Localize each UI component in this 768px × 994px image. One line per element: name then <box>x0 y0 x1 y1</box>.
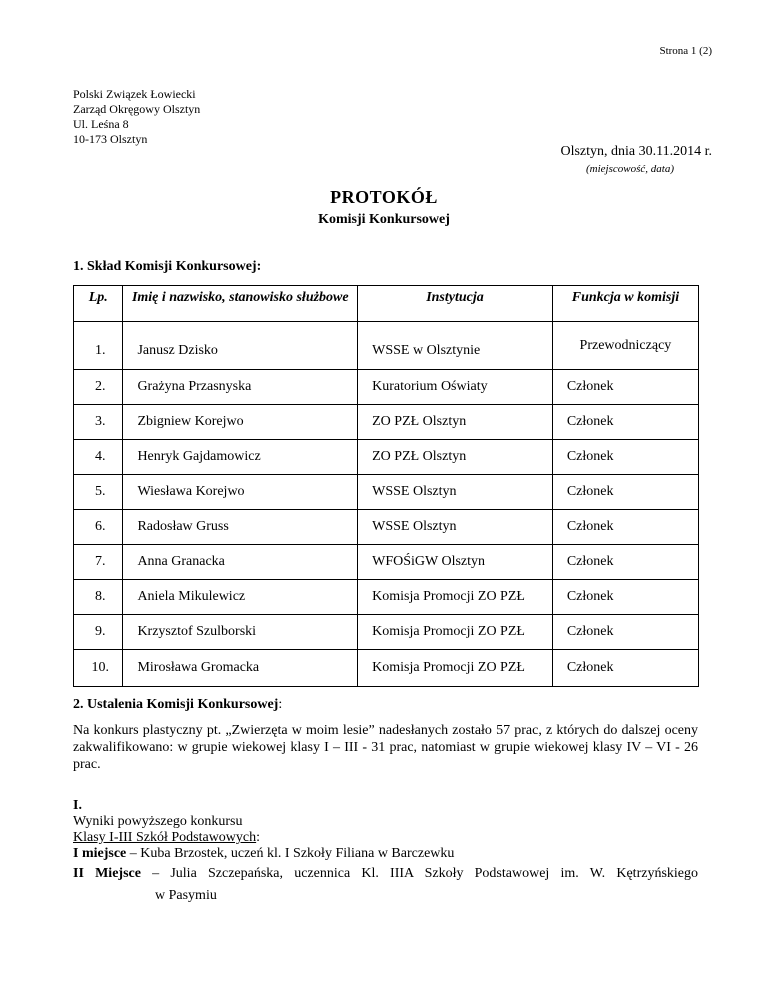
first-place-label: I miejsce <box>73 846 127 861</box>
cell-name: Anna Granacka <box>123 545 358 580</box>
cell-institution: WSSE Olsztyn <box>358 510 553 545</box>
second-place-continuation: w Pasymiu <box>155 888 217 903</box>
section2-heading <box>73 697 282 713</box>
cell-function: Członek <box>552 580 698 615</box>
section2-heading-text: 2. Ustalenia Komisji Konkursowej <box>73 697 279 712</box>
cell-institution: WFOŚiGW Olsztyn <box>358 545 553 580</box>
cell-function: Członek <box>552 650 698 687</box>
cell-name: Janusz Dzisko <box>123 322 358 370</box>
cell-name: Aniela Mikulewicz <box>123 580 358 615</box>
first-place-line <box>73 846 454 862</box>
cell-function: Członek <box>552 405 698 440</box>
cell-institution: WSSE w Olsztynie <box>358 322 553 370</box>
section2-heading-colon: : <box>278 697 283 712</box>
cell-lp: 8. <box>74 580 123 615</box>
first-place-text: – Kuba Brzostek, uczeń kl. I Szkoły Filiana w Barczewku <box>126 846 455 861</box>
table-row <box>74 322 699 370</box>
table-row <box>74 405 699 440</box>
committee-table <box>73 285 699 687</box>
sender-address <box>73 87 200 147</box>
cell-function: Członek <box>552 545 698 580</box>
cell-lp: 1. <box>74 322 123 370</box>
section1-heading: 1. Skład Komisji Konkursowej: <box>73 259 262 274</box>
sender-line: Zarząd Okręgowy Olsztyn <box>73 102 201 116</box>
class-group: Klasy I-III Szkół Podstawowych <box>73 830 257 845</box>
cell-function: Członek <box>552 440 698 475</box>
document-subtitle: Komisji Konkursowej <box>318 212 450 227</box>
table-header-row <box>74 286 699 322</box>
class-group-colon: : <box>256 830 261 845</box>
summary-paragraph: Na konkurs plastyczny pt. „Zwierzęta w moim lesie” nadesłanych zostało 57 prac, z których do dalszej oceny zakwalifikowano: w grupie wiekowej klasy I – III - 31 prac, natomiast w grupie wiekowej klasy IV – VI - 26 prac. <box>73 723 698 772</box>
cell-institution: ZO PZŁ Olsztyn <box>358 440 553 475</box>
cell-lp: 9. <box>74 615 123 650</box>
cell-function: Członek <box>552 370 698 405</box>
results-block <box>73 798 454 862</box>
cell-lp: 10. <box>74 650 123 687</box>
cell-name: Radosław Gruss <box>123 510 358 545</box>
table-row <box>74 440 699 475</box>
cell-name: Zbigniew Korejwo <box>123 405 358 440</box>
cell-lp: 7. <box>74 545 123 580</box>
table-row <box>74 545 699 580</box>
cell-lp: 4. <box>74 440 123 475</box>
cell-lp: 6. <box>74 510 123 545</box>
place-date-hint: (miejscowość, data) <box>586 163 674 175</box>
cell-name: Wiesława Korejwo <box>123 475 358 510</box>
place-date: Olsztyn, dnia 30.11.2014 r. <box>560 144 712 159</box>
col-header-institution: Instytucja <box>358 286 553 322</box>
table-row <box>74 580 699 615</box>
second-place-text: – Julia Szczepańska, uczennica Kl. IIIA Szkoły Podstawowej im. W. Kętrzyńskiego <box>140 866 698 881</box>
cell-name: Mirosława Gromacka <box>123 650 358 687</box>
roman-numeral: I. <box>73 798 82 813</box>
table-row <box>74 475 699 510</box>
second-place-label: II Miejsce <box>73 866 141 881</box>
cell-lp: 3. <box>74 405 123 440</box>
cell-function: Członek <box>552 615 698 650</box>
cell-institution: ZO PZŁ Olsztyn <box>358 405 553 440</box>
second-place-line <box>73 866 698 882</box>
sender-line: Ul. Leśna 8 <box>73 117 129 131</box>
col-header-function: Funkcja w komisji <box>552 286 698 322</box>
cell-institution: Kuratorium Oświaty <box>358 370 553 405</box>
sender-line: 10-173 Olsztyn <box>73 132 148 146</box>
cell-function: Przewodniczący <box>552 322 698 370</box>
table-row <box>74 650 699 687</box>
page-number: Strona 1 (2) <box>659 45 712 57</box>
cell-lp: 2. <box>74 370 123 405</box>
col-header-lp: Lp. <box>74 286 123 322</box>
table-row <box>74 370 699 405</box>
cell-name: Krzysztof Szulborski <box>123 615 358 650</box>
cell-institution: Komisja Promocji ZO PZŁ <box>358 580 553 615</box>
table-row <box>74 510 699 545</box>
cell-institution: Komisja Promocji ZO PZŁ <box>358 615 553 650</box>
cell-institution: Komisja Promocji ZO PZŁ <box>358 650 553 687</box>
cell-lp: 5. <box>74 475 123 510</box>
col-header-name: Imię i nazwisko, stanowisko służbowe <box>123 286 358 322</box>
cell-name: Henryk Gajdamowicz <box>123 440 358 475</box>
sender-line: Polski Związek Łowiecki <box>73 87 196 101</box>
cell-name: Grażyna Przasnyska <box>123 370 358 405</box>
cell-function: Członek <box>552 510 698 545</box>
document-title: PROTOKÓŁ <box>330 187 438 207</box>
class-group-line <box>73 830 454 846</box>
table-row <box>74 615 699 650</box>
cell-institution: WSSE Olsztyn <box>358 475 553 510</box>
cell-function: Członek <box>552 475 698 510</box>
results-intro: Wyniki powyższego konkursu <box>73 814 243 829</box>
